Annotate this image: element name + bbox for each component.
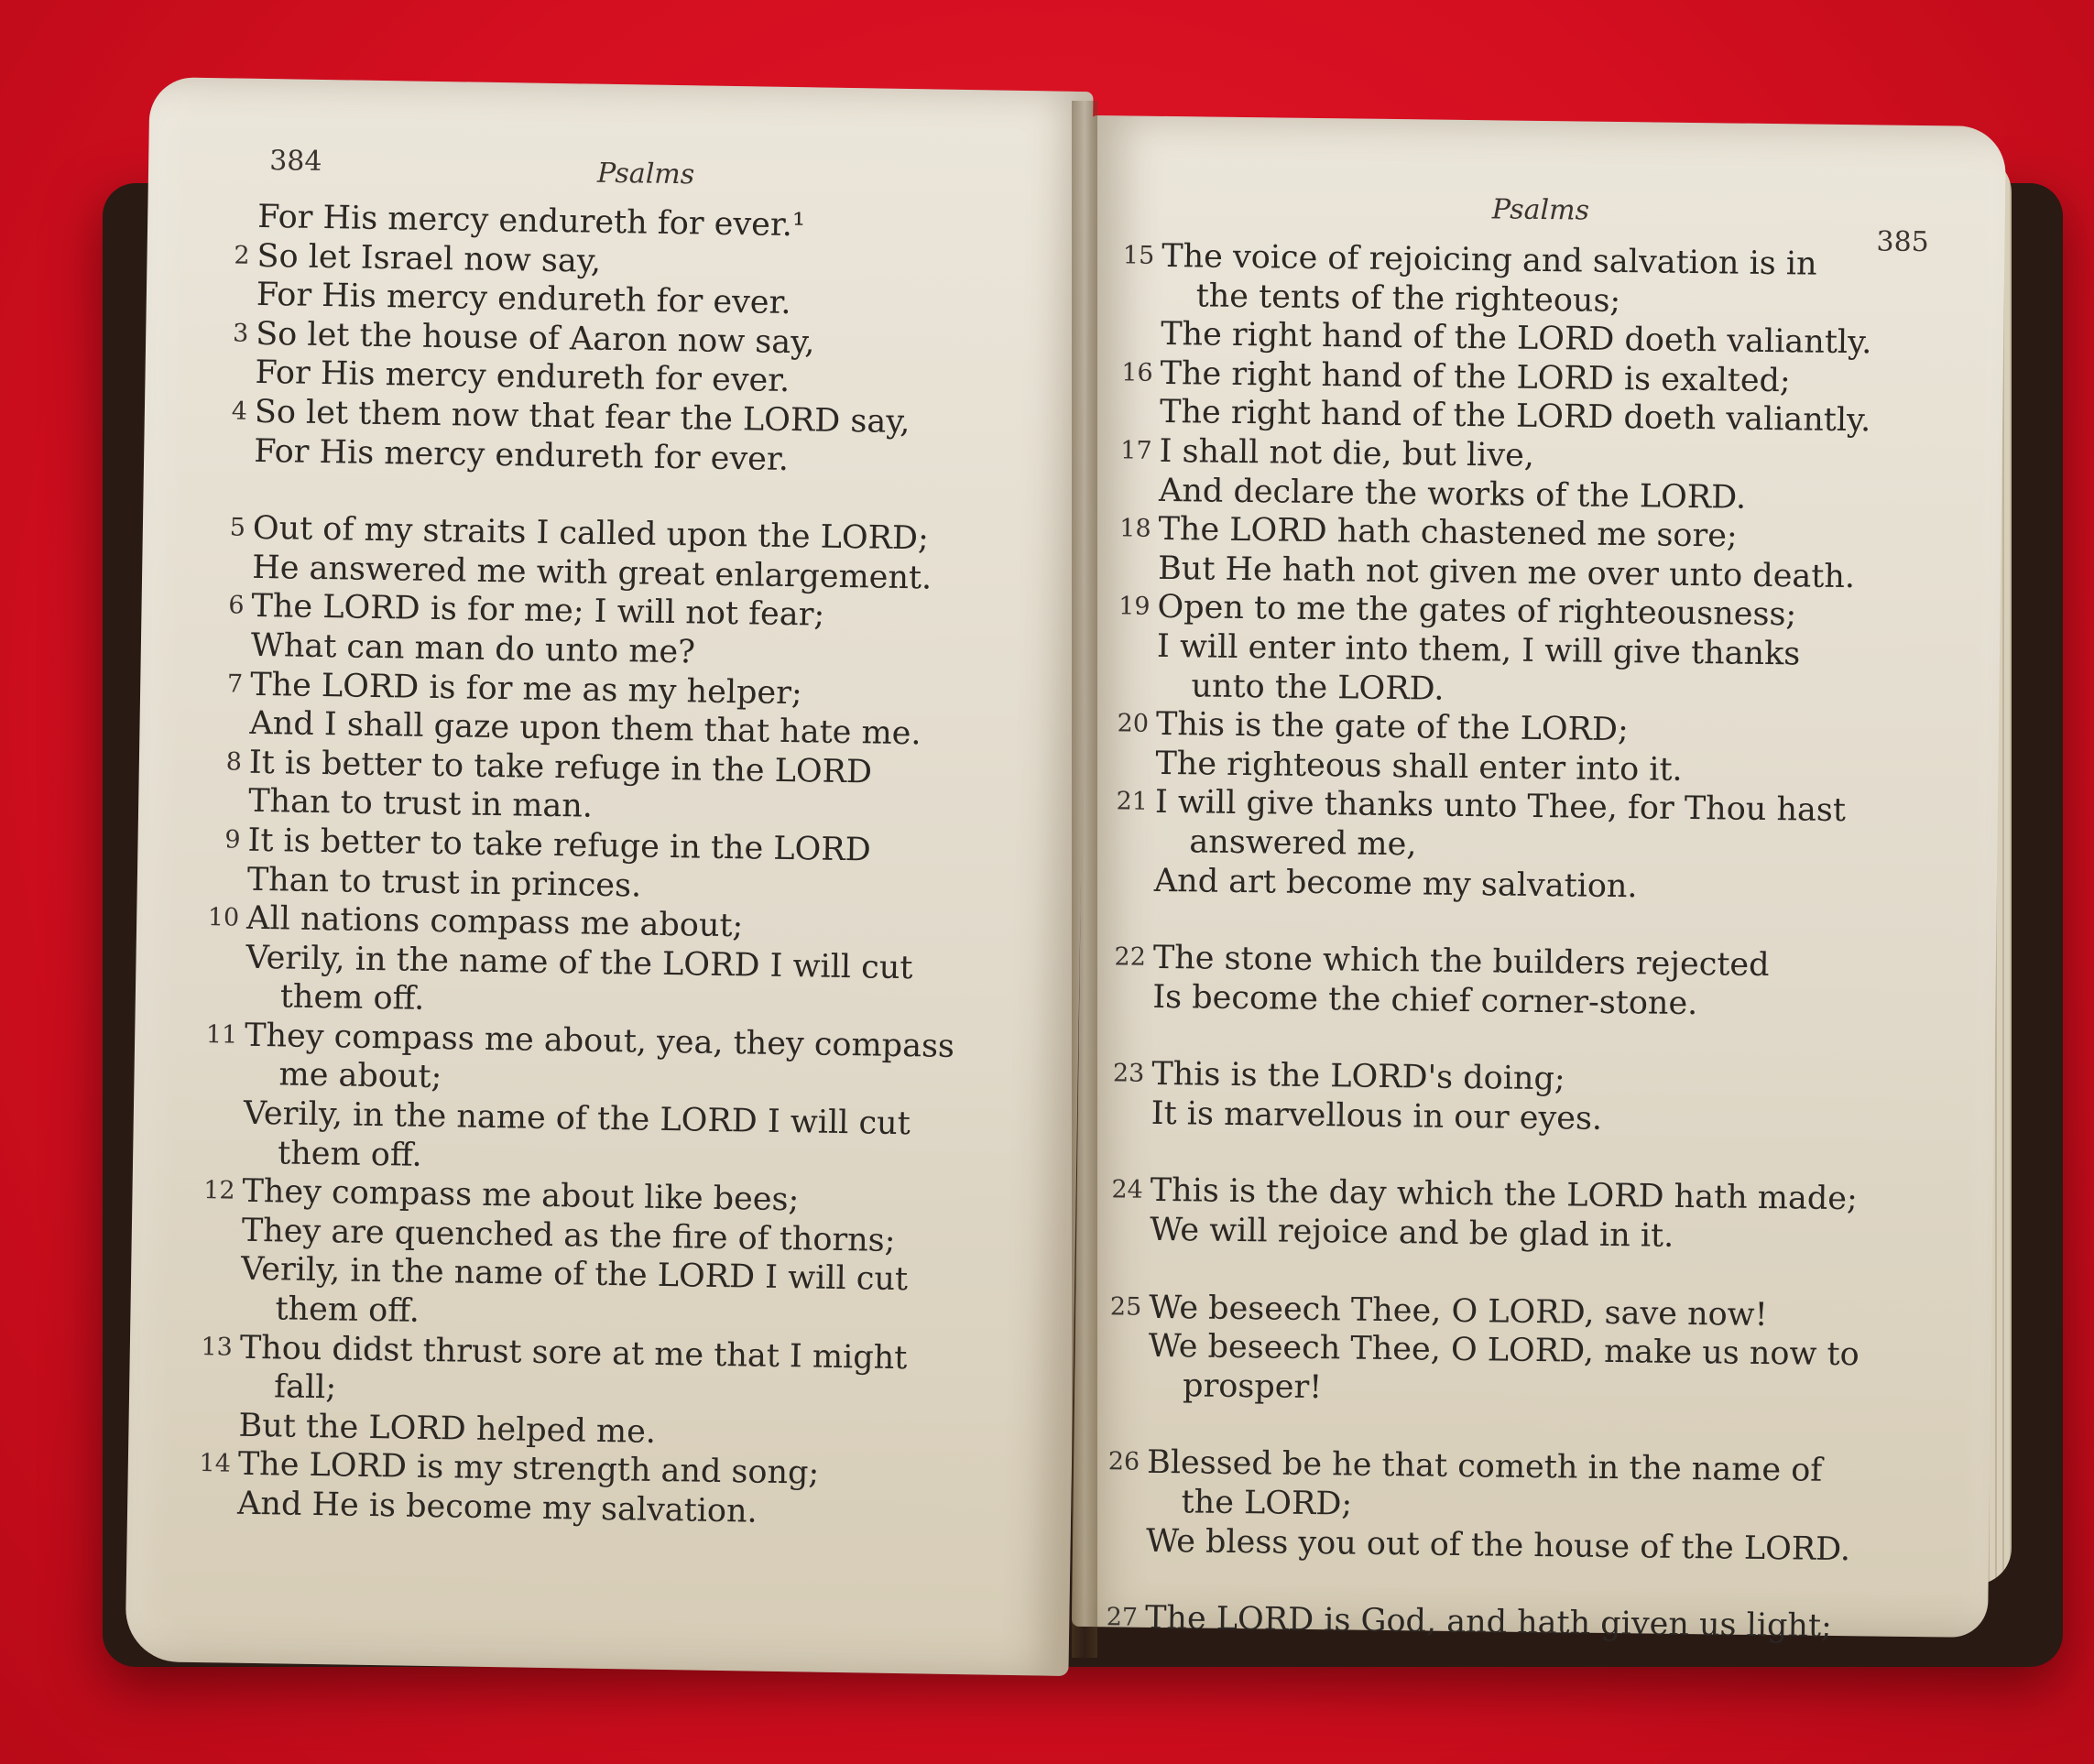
verse-text: For His mercy endureth for ever. — [256, 277, 791, 322]
left-page — [125, 77, 1093, 1676]
verse-text: the tents of the righteous; — [1195, 277, 1621, 320]
verse-number: 18 — [1119, 514, 1151, 543]
verse-text: This is the LORD's doing; — [1151, 1056, 1565, 1098]
verse-number: 2 — [234, 241, 250, 270]
verse-number: 10 — [207, 903, 240, 932]
verse-text: The voice of rejoicing and salvation is in — [1161, 237, 1817, 283]
verse-text: Blessed be he that cometh in the name of — [1146, 1444, 1823, 1490]
verse-number: 16 — [1121, 358, 1153, 387]
verse-text: He answered me with great enlargement. — [251, 549, 932, 597]
verse-text: For His mercy endureth for ever. — [253, 432, 790, 478]
verse-text: Than to trust in princes. — [246, 861, 642, 905]
verse-text: fall; — [273, 1368, 337, 1407]
verse-text: So let the house of Aaron now say, — [255, 315, 815, 362]
verse-text: Than to trust in man. — [247, 783, 594, 826]
verse-number: 4 — [231, 397, 248, 426]
verse-text: The stone which the builders rejected — [1152, 939, 1770, 985]
verse-text: They are quenched as the fire of thorns; — [241, 1212, 896, 1259]
verse-text: They compass me about like bees; — [242, 1173, 800, 1219]
verse-number: 6 — [228, 591, 245, 621]
verse-text: I shall not die, but live, — [1159, 432, 1535, 474]
verse-text: They compass me about, yea, they compass — [244, 1017, 955, 1065]
left-running-title: Psalms — [596, 157, 695, 191]
verse-number: 25 — [1109, 1291, 1142, 1322]
verse-text: This is the gate of the LORD; — [1155, 706, 1630, 749]
verse-text: unto the LORD. — [1191, 667, 1445, 708]
verse-text: The righteous shall enter into it. — [1155, 745, 1683, 789]
verse-text: This is the day which the LORD hath made; — [1150, 1172, 1859, 1218]
verse-text: Verily, in the name of the LORD I will cut — [240, 1251, 909, 1299]
verse-text: the LORD; — [1181, 1484, 1353, 1523]
verse-text: And He is become my salvation. — [236, 1485, 758, 1530]
right-running-title: Psalms — [1491, 193, 1590, 227]
verse-text: The LORD is my strength and song; — [237, 1446, 820, 1493]
verse-number: 3 — [232, 319, 249, 348]
verse-text: And declare the works of the LORD. — [1158, 472, 1747, 517]
verse-text: We beseech Thee, O LORD, save now! — [1148, 1289, 1768, 1334]
verse-text: them off. — [277, 1135, 422, 1174]
verse-text: them off. — [275, 1290, 420, 1330]
verse-number: 22 — [1114, 942, 1147, 972]
verse-text: For His mercy endureth for ever. — [255, 354, 791, 400]
verse-number: 17 — [1120, 436, 1152, 465]
verse-number: 20 — [1117, 709, 1150, 738]
verse-number: 11 — [205, 1019, 238, 1050]
verse-text: Out of my straits I called upon the LORD; — [252, 510, 930, 558]
verse-text: And art become my salvation. — [1153, 862, 1638, 905]
verse-text: The right hand of the LORD doeth valiantly. — [1159, 394, 1871, 440]
verse-number: 7 — [226, 669, 244, 699]
verse-text: But the LORD helped me. — [238, 1407, 657, 1451]
verse-text: The right hand of the LORD is exalted; — [1160, 354, 1791, 400]
verse-text: I will give thanks unto Thee, for Thou hast — [1154, 784, 1847, 830]
verse-number: 21 — [1116, 787, 1149, 817]
verse-text: me about; — [278, 1056, 442, 1096]
verse-number: 8 — [225, 747, 243, 777]
right-verses — [1106, 237, 1959, 1648]
verse-text: Thou didst thrust sore at me that I might — [239, 1329, 908, 1377]
verse-text: And I shall gaze upon them that hate me. — [249, 704, 922, 753]
verse-number: 12 — [202, 1176, 235, 1205]
verse-text: answered me, — [1189, 823, 1417, 864]
verse-text: them off. — [279, 978, 425, 1018]
right-page-number: 385 — [1876, 225, 1929, 259]
verse-text: But He hath not given me over unto death. — [1157, 550, 1856, 595]
verse-number: 24 — [1111, 1175, 1143, 1205]
book-spine — [1072, 101, 1097, 1658]
verse-number: 19 — [1118, 592, 1151, 622]
verse-number: 27 — [1106, 1603, 1139, 1632]
verse-number: 13 — [201, 1332, 234, 1362]
left-verses — [199, 198, 1055, 1536]
verse-text: It is better to take refuge in the LORD — [248, 744, 873, 791]
verse-text: I will enter into them, I will give thanks — [1156, 627, 1801, 673]
verse-text: The LORD is God, and hath given us light; — [1144, 1600, 1833, 1646]
verse-number: 5 — [229, 513, 246, 542]
verse-text: We beseech Thee, O LORD, make us now to — [1148, 1328, 1860, 1374]
verse-text: All nations compass me about; — [245, 899, 744, 945]
verse-text: We bless you out of the house of the LORD. — [1145, 1522, 1851, 1568]
verse-text: The LORD hath chastened me sore; — [1158, 511, 1738, 555]
verse-text: It is marvellous in our eyes. — [1151, 1094, 1603, 1138]
verse-text: For His mercy endureth for ever.¹ — [256, 198, 806, 245]
left-page-number: 384 — [268, 145, 322, 178]
verse-text: prosper! — [1182, 1367, 1323, 1406]
verse-text: What can man do unto me? — [250, 626, 696, 671]
verse-number: 9 — [224, 825, 241, 855]
verse-text: Verily, in the name of the LORD I will cut — [243, 1094, 911, 1143]
verse-text: Is become the chief corner-stone. — [1152, 978, 1698, 1022]
verse-text: The LORD is for me as my helper; — [249, 666, 803, 712]
verse-number: 26 — [1107, 1447, 1140, 1477]
verse-text: The right hand of the LORD doeth valiantly. — [1160, 316, 1872, 362]
right-page — [1072, 115, 2006, 1646]
verse-number: 23 — [1112, 1059, 1145, 1089]
verse-text: We will rejoice and be glad in it. — [1150, 1211, 1674, 1255]
verse-number: 15 — [1122, 241, 1155, 270]
verse-text: Open to me the gates of righteousness; — [1157, 589, 1797, 634]
verse-number: 14 — [199, 1449, 232, 1478]
verse-text: Verily, in the name of the LORD I will cut — [245, 939, 913, 986]
verse-text: It is better to take refuge in the LORD — [247, 822, 872, 869]
verse-text: So let Israel now say, — [256, 237, 602, 280]
verse-text: So let them now that fear the LORD say, — [254, 393, 911, 441]
verse-text: The LORD is for me; I will not fear; — [251, 588, 825, 635]
